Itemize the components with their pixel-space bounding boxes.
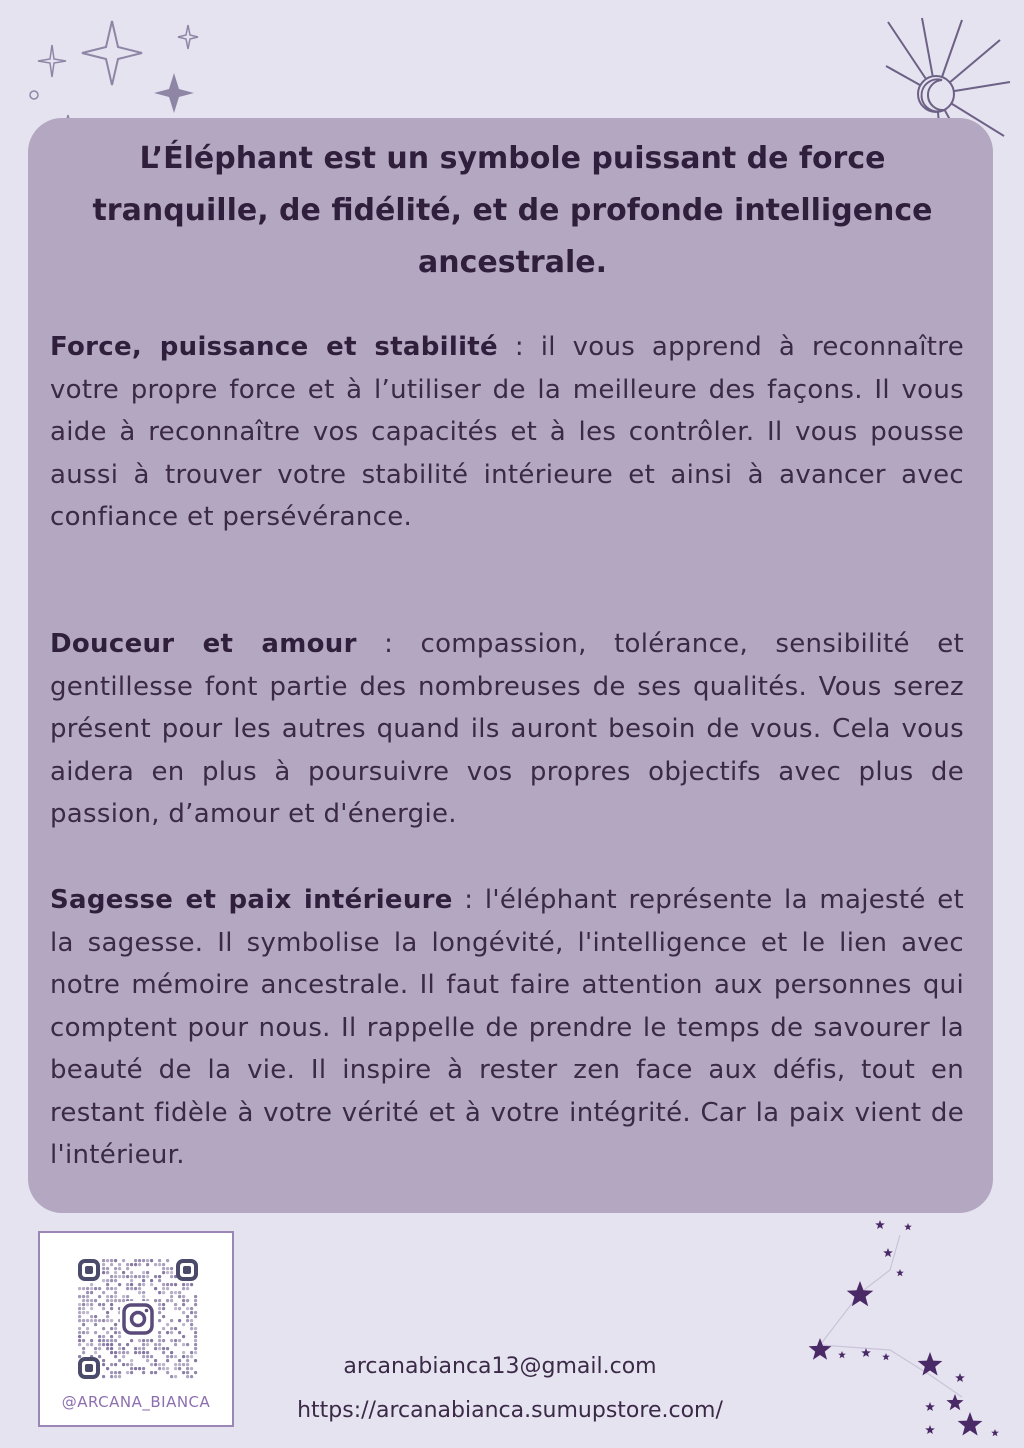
page-title: L’Éléphant est un symbole puissant de force tranquille, de fidélité, et de profonde intelligence ancestrale. <box>92 141 933 280</box>
section-text: : compassion, tolérance, sensibilité et gentillesse font partie des nombreuses de ses qualités. Vous serez présent pour les autres quand ils auront besoin de vous. Cela vous aidera en plus à poursuivre vos propres objectifs avec plus de passion, d’amour et d'énergie. <box>50 629 964 829</box>
star-icon <box>838 1351 846 1358</box>
star-icon <box>925 1425 935 1434</box>
star-icon <box>896 1269 904 1276</box>
star-icon <box>875 1220 885 1229</box>
constellation-stars-icon <box>780 1215 1020 1440</box>
contact-website[interactable]: https://arcanabianca.sumupstore.com/ <box>297 1398 723 1423</box>
star-icon <box>918 1352 943 1376</box>
star-icon <box>882 1353 890 1360</box>
section-sagesse <box>50 879 964 1177</box>
contact-email[interactable]: arcanabianca13@gmail.com <box>343 1354 657 1379</box>
star-icon <box>847 1281 874 1306</box>
instagram-qr-card[interactable] <box>38 1231 234 1427</box>
section-force <box>50 326 964 539</box>
star-icon <box>904 1223 912 1230</box>
star-icon <box>958 1412 983 1436</box>
instagram-handle: @ARCANA_BIANCA <box>61 1393 211 1411</box>
star-icon <box>955 1373 965 1382</box>
star-icon <box>883 1248 893 1257</box>
star-icon <box>809 1338 832 1360</box>
section-heading: Sagesse et paix intérieure <box>50 885 453 915</box>
star-icon <box>925 1402 935 1411</box>
star-icon <box>861 1348 871 1357</box>
section-douceur <box>50 623 964 836</box>
star-icon <box>991 1429 999 1436</box>
qr-code[interactable] <box>76 1257 200 1381</box>
section-text: : l'éléphant représente la majesté et la sagesse. Il symbolise la longévité, l'intelligence et le lien avec notre mémoire ancestrale. Il faut faire attention aux personnes qui comptent pour nous. Il rappelle de prendre le temps de savourer la beauté de la vie. Il inspire à rester zen face aux défis, tout en restant fidèle à votre vérité et à votre intégrité. Car la paix vient de l'intérieur. <box>50 885 964 1170</box>
section-heading: Force, puissance et stabilité <box>50 332 498 362</box>
section-heading: Douceur et amour <box>50 629 357 659</box>
instagram-icon <box>120 1301 156 1337</box>
section-text: : il vous apprend à reconnaître votre propre force et à l’utiliser de la meilleure des façons. Il vous aide à reconnaître vos capacités et à les contrôler. Il vous pousse aussi à trouver votre stabilité intérieure et ainsi à avancer avec confiance et persévérance. <box>50 332 964 532</box>
